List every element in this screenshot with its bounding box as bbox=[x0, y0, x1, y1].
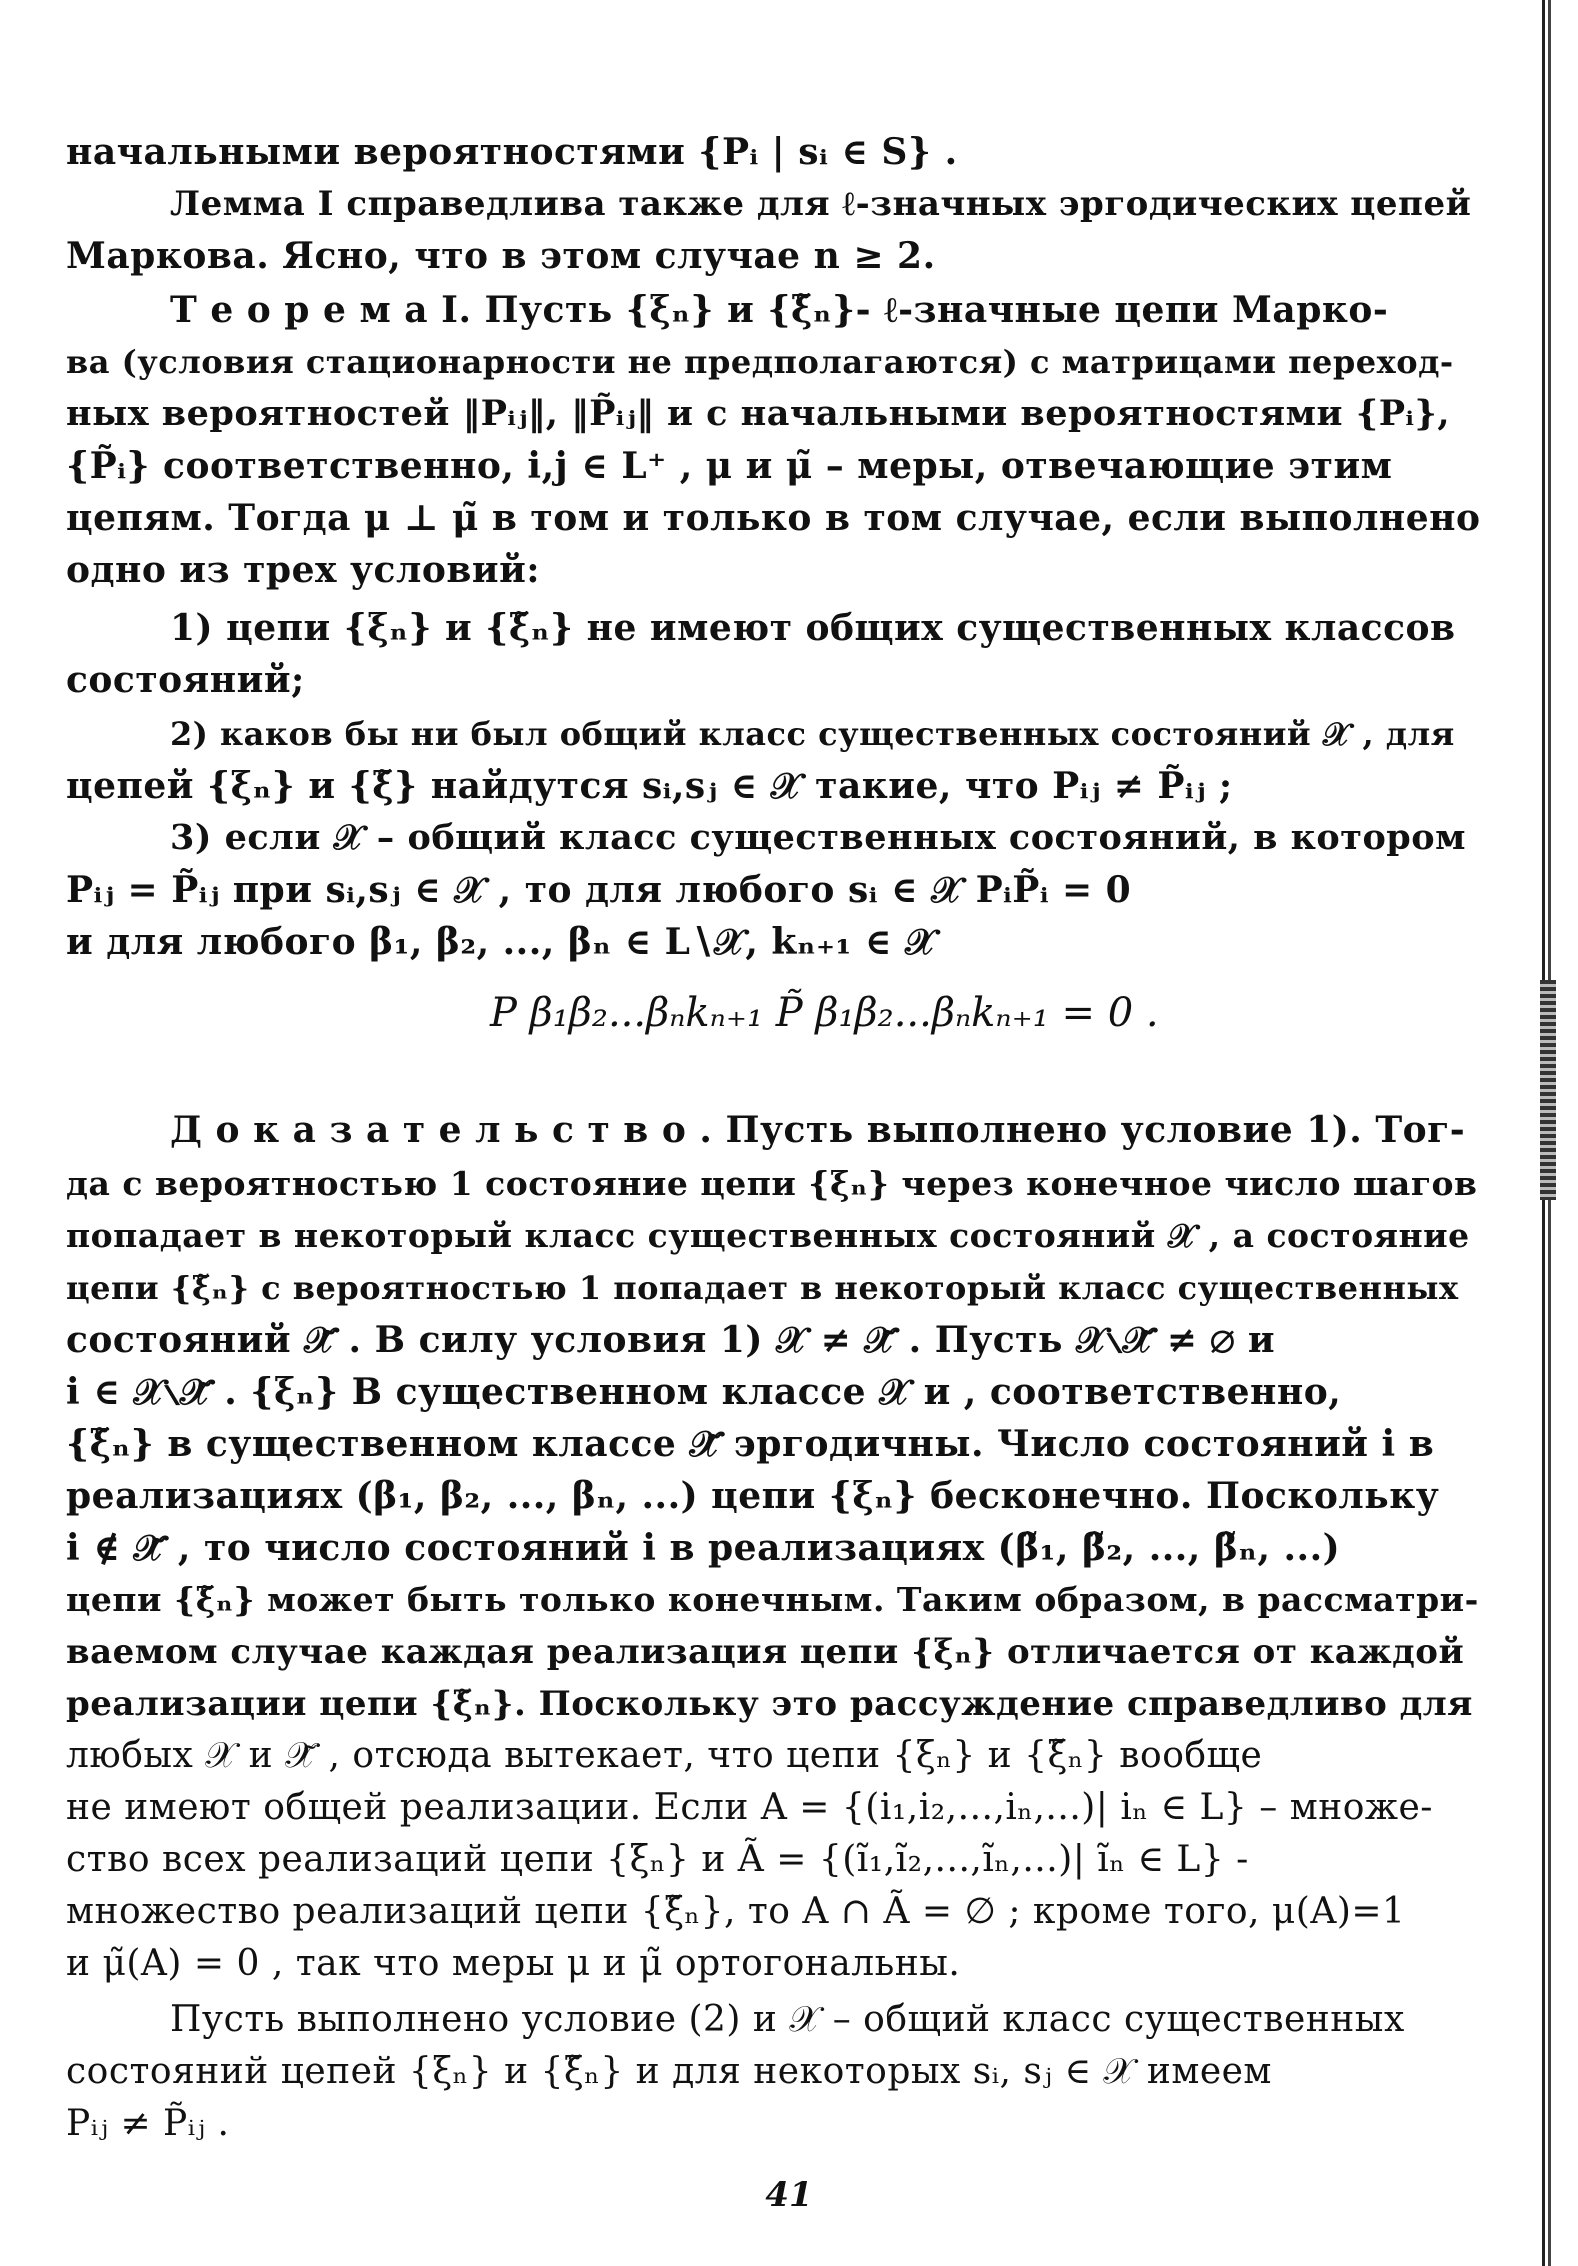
text-line: ва (условия стационарности не предполагаются) с матрицами переход- bbox=[66, 343, 1454, 381]
condition-3-line: 3) если 𝒳 – общий класс существенных состояний, в котором bbox=[170, 817, 1467, 858]
text-line: состояний цепей {ξₙ} и {ξ̃ₙ} и для некоторых sᵢ, sⱼ ∈ 𝒳 имеем bbox=[66, 2051, 1272, 2092]
page-number: 41 bbox=[765, 2175, 813, 2215]
text-line: цепей {ξₙ} и {ξ̃} найдутся sᵢ,sⱼ ∈ 𝒳 такие, что Pᵢⱼ ≠ P̃ᵢⱼ ; bbox=[66, 765, 1233, 807]
text-line: реализациях (β₁, β₂, ..., βₙ, ...) цепи {ξₙ} бесконечно. Поскольку bbox=[66, 1475, 1440, 1517]
text-line: состояний; bbox=[66, 659, 305, 701]
text-line: и для любого β₁, β₂, ..., βₙ ∈ L∖𝒳, kₙ₊₁ ∈ 𝒳 bbox=[66, 921, 937, 963]
text-line: реализации цепи {ξ̃ₙ}. Поскольку это рассуждение справедливо для bbox=[66, 1684, 1473, 1724]
text-line: попадает в некоторый класс существенных состояний 𝒳 , а состояние bbox=[66, 1216, 1470, 1255]
text-line: начальными вероятностями {Pᵢ | sᵢ ∈ S} . bbox=[66, 131, 958, 173]
display-formula: P β₁β₂...βₙkₙ₊₁ P̃ β₁β₂...βₙkₙ₊₁ = 0 . bbox=[490, 990, 1159, 1036]
text-line: Маркова. Ясно, что в этом случае n ≥ 2. bbox=[66, 235, 936, 277]
condition-1-line: 1) цепи {ξₙ} и {ξ̃ₙ} не имеют общих существенных классов bbox=[170, 607, 1456, 649]
text-line: Pᵢⱼ ≠ P̃ᵢⱼ . bbox=[66, 2103, 230, 2144]
text-line: i ∈ 𝒳∖𝒳̃ . {ξₙ} В существенном классе 𝒳 и , соответственно, bbox=[66, 1371, 1342, 1413]
text-line: Пусть выполнено условие (2) и 𝒳 – общий класс существенных bbox=[170, 1999, 1405, 2040]
scan-edge-mark bbox=[1540, 980, 1556, 1200]
proof-heading-line: Д о к а з а т е л ь с т в о . Пусть выполнено условие 1). Тог- bbox=[170, 1109, 1466, 1151]
text-line: ваемом случае каждая реализация цепи {ξₙ} отличается от каждой bbox=[66, 1632, 1465, 1672]
text-line: цепи {ξ̃ₙ} с вероятностью 1 попадает в некоторый класс существенных bbox=[66, 1269, 1459, 1307]
text-line: и μ̃(A) = 0 , так что меры μ и μ̃ ортогональны. bbox=[66, 1943, 961, 1984]
text-line: {P̃ᵢ} соответственно, i,j ∈ L⁺ , μ и μ̃ – меры, отвечающие этим bbox=[66, 445, 1393, 487]
text-line: Pᵢⱼ = P̃ᵢⱼ при sᵢ,sⱼ ∈ 𝒳 , то для любого sᵢ ∈ 𝒳 PᵢP̃ᵢ = 0 bbox=[66, 869, 1132, 911]
text-line: ных вероятностей ‖Pᵢⱼ‖, ‖P̃ᵢⱼ‖ и с начальными вероятностями {Pᵢ}, bbox=[66, 393, 1451, 434]
text-line: одно из трех условий: bbox=[66, 549, 541, 591]
text-line: i ∉ 𝒳̃ , то число состояний i в реализациях (β̃₁, β̃₂, ..., β̃ₙ, ...) bbox=[66, 1527, 1341, 1569]
text-line: не имеют общей реализации. Если A = {(i₁,i₂,...,iₙ,...)| iₙ ∈ L} – множе- bbox=[66, 1787, 1433, 1828]
text-line: да с вероятностью 1 состояние цепи {ξₙ} через конечное число шагов bbox=[66, 1164, 1478, 1203]
theorem-heading-line: Т е о р е м а I. Пусть {ξₙ} и {ξ̃ₙ}- ℓ-значные цепи Марко- bbox=[170, 289, 1389, 331]
text-line: ство всех реализаций цепи {ξₙ} и Ã = {(ĩ₁,ĩ₂,...,ĩₙ,...)| ĩₙ ∈ L} - bbox=[66, 1839, 1249, 1880]
text-line: Лемма I справедлива также для ℓ-значных эргодических цепей bbox=[170, 184, 1472, 224]
text-line: цепи {ξ̃ₙ} может быть только конечным. Таким образом, в рассматри- bbox=[66, 1580, 1479, 1619]
condition-2-line: 2) каков бы ни был общий класс существенных состояний 𝒳 , для bbox=[170, 715, 1455, 753]
text-line: любых 𝒳 и 𝒳̃ , отсюда вытекает, что цепи {ξₙ} и {ξ̃ₙ} вообще bbox=[66, 1735, 1263, 1776]
text-line: множество реализаций цепи {ξ̃ₙ}, то A ∩ Ã = ∅ ; кроме того, μ(A)=1 bbox=[66, 1891, 1406, 1932]
text-line: цепям. Тогда μ ⊥ μ̃ в том и только в том случае, если выполнено bbox=[66, 497, 1481, 539]
text-line: {ξ̃ₙ} в существенном классе 𝒳̃ эргодичны. Число состояний i в bbox=[66, 1423, 1435, 1465]
text-line: состояний 𝒳̃ . В силу условия 1) 𝒳 ≠ 𝒳̃ . Пусть 𝒳∖𝒳̃ ≠ ∅ и bbox=[66, 1319, 1276, 1361]
